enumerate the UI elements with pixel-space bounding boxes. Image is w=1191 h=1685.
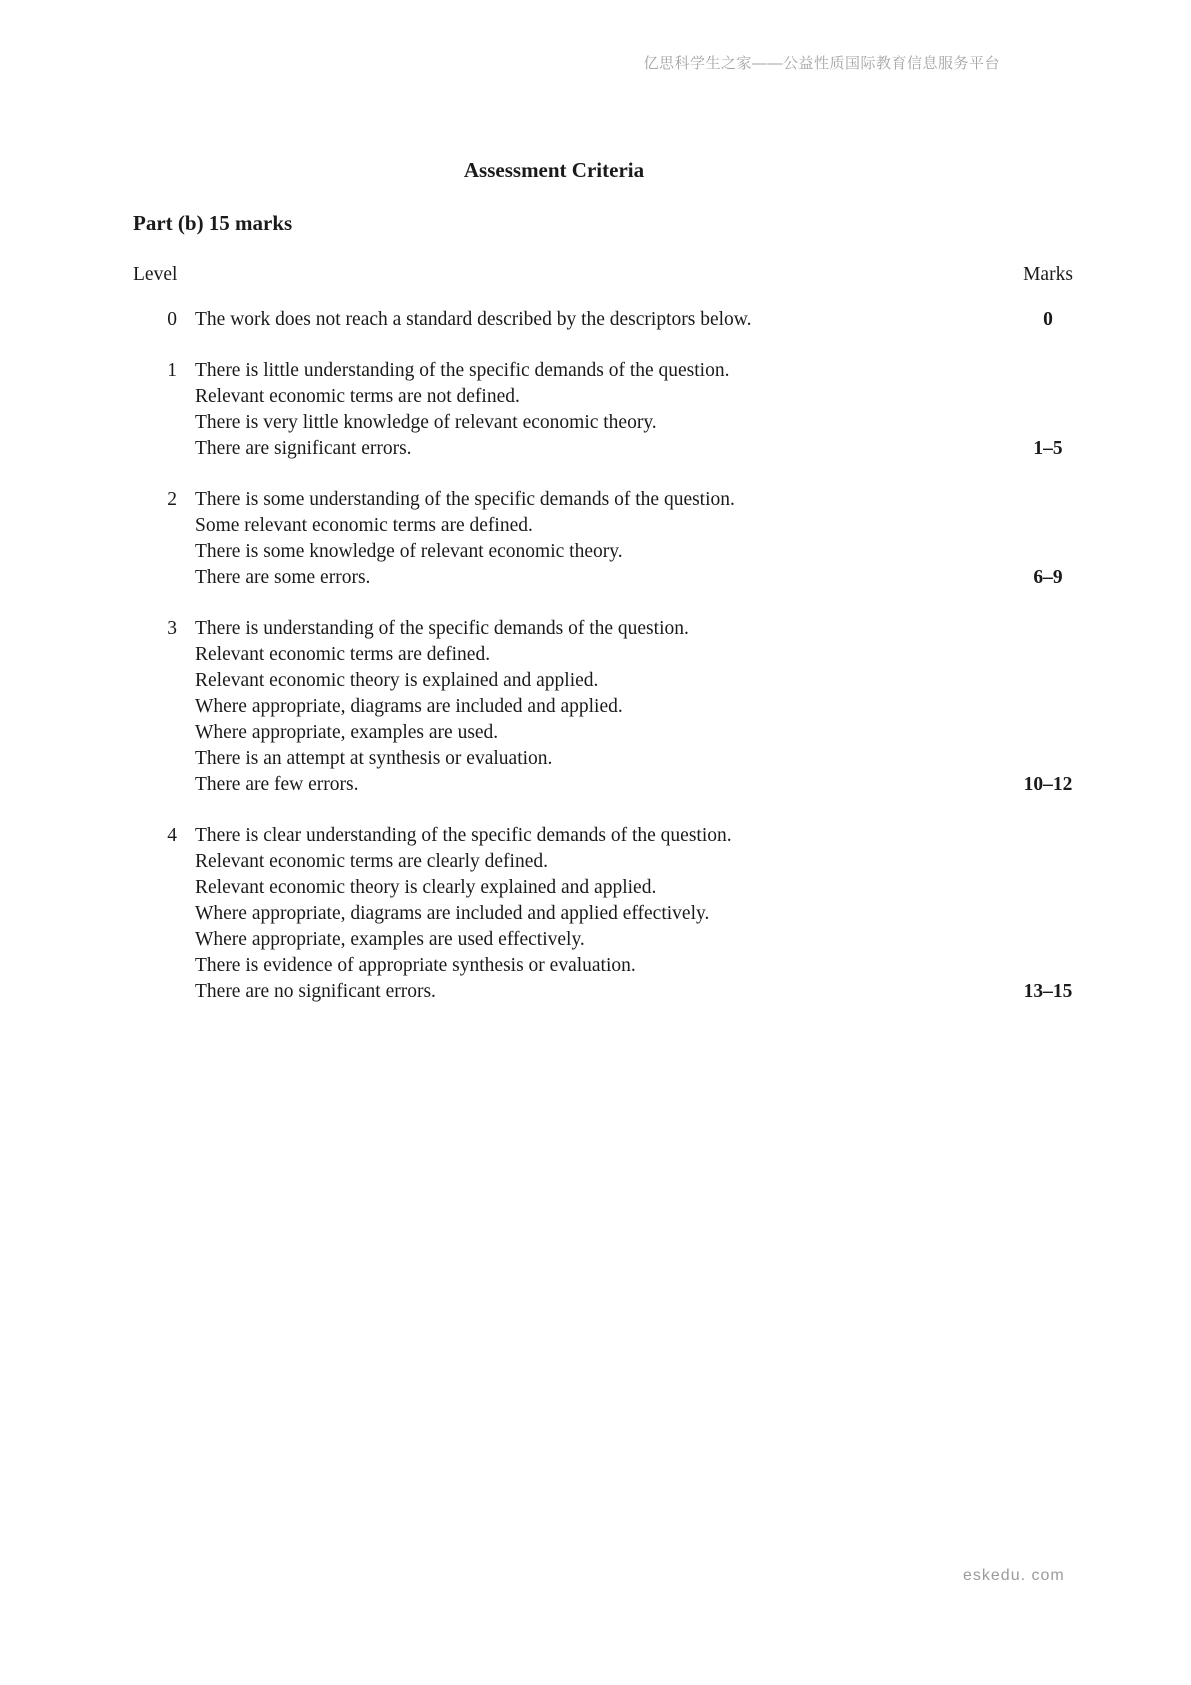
criteria-table-header	[133, 262, 1083, 288]
criterion-line: The work does not reach a standard described by the descriptors below.	[195, 309, 752, 330]
criterion-line: Some relevant economic terms are defined.	[195, 515, 533, 536]
marks-column-header: Marks	[1023, 264, 1073, 285]
criterion-line: There is understanding of the specific demands of the question.	[195, 618, 689, 639]
criterion-line: There is some knowledge of relevant economic theory.	[195, 541, 623, 562]
level-column-header: Level	[133, 264, 178, 285]
header-watermark: 亿思科学生之家——公益性质国际教育信息服务平台	[643, 55, 1000, 72]
criterion-line: Relevant economic terms are defined.	[195, 644, 491, 665]
criterion-line: Where appropriate, examples are used effectively.	[195, 929, 585, 950]
criterion-line: There is clear understanding of the specific demands of the question.	[195, 825, 732, 846]
criterion-line: There are significant errors.	[195, 438, 412, 459]
criterion-row-level-3	[133, 616, 1083, 798]
level-number: 0	[167, 309, 177, 330]
criterion-line: There is evidence of appropriate synthesis or evaluation.	[195, 955, 636, 976]
criterion-line: There are few errors.	[195, 774, 359, 795]
criterion-lines	[177, 358, 1013, 462]
marks-value: 0	[1043, 309, 1053, 330]
criterion-line: Relevant economic terms are clearly defined.	[195, 851, 548, 872]
criterion-row-level-4	[133, 823, 1083, 1005]
footer-watermark: eskedu. com	[963, 1567, 1065, 1584]
criterion-line: There is very little knowledge of relevant economic theory.	[195, 412, 657, 433]
criterion-line: There is an attempt at synthesis or evaluation.	[195, 748, 553, 769]
marks-value: 1–5	[1033, 438, 1063, 459]
criterion-lines	[177, 823, 1013, 1005]
level-number: 3	[167, 618, 177, 639]
criterion-line: There is little understanding of the specific demands of the question.	[195, 360, 730, 381]
marks-value: 10–12	[1023, 774, 1073, 795]
criterion-line: There is some understanding of the specific demands of the question.	[195, 489, 735, 510]
criterion-line: Where appropriate, diagrams are included and applied effectively.	[195, 903, 710, 924]
criterion-row-level-0	[133, 307, 1083, 333]
criterion-line: Relevant economic terms are not defined.	[195, 386, 520, 407]
criterion-line: There are no significant errors.	[195, 981, 436, 1002]
criterion-lines	[177, 487, 1013, 591]
criterion-line: There are some errors.	[195, 567, 371, 588]
page-title: Assessment Criteria	[463, 158, 645, 182]
marks-value: 13–15	[1023, 981, 1073, 1002]
criteria-table	[133, 262, 1083, 1030]
criterion-line: Where appropriate, diagrams are included and applied.	[195, 696, 623, 717]
level-number: 1	[167, 360, 177, 381]
criterion-lines	[177, 616, 1013, 798]
criterion-row-level-1	[133, 358, 1083, 462]
section-heading: Part (b) 15 marks	[133, 211, 293, 235]
criterion-row-level-2	[133, 487, 1083, 591]
level-number: 2	[167, 489, 177, 510]
marks-value: 6–9	[1033, 567, 1063, 588]
criterion-lines	[177, 307, 1013, 333]
criterion-line: Relevant economic theory is explained and applied.	[195, 670, 599, 691]
level-number: 4	[167, 825, 177, 846]
criterion-line: Where appropriate, examples are used.	[195, 722, 499, 743]
criterion-line: Relevant economic theory is clearly explained and applied.	[195, 877, 657, 898]
